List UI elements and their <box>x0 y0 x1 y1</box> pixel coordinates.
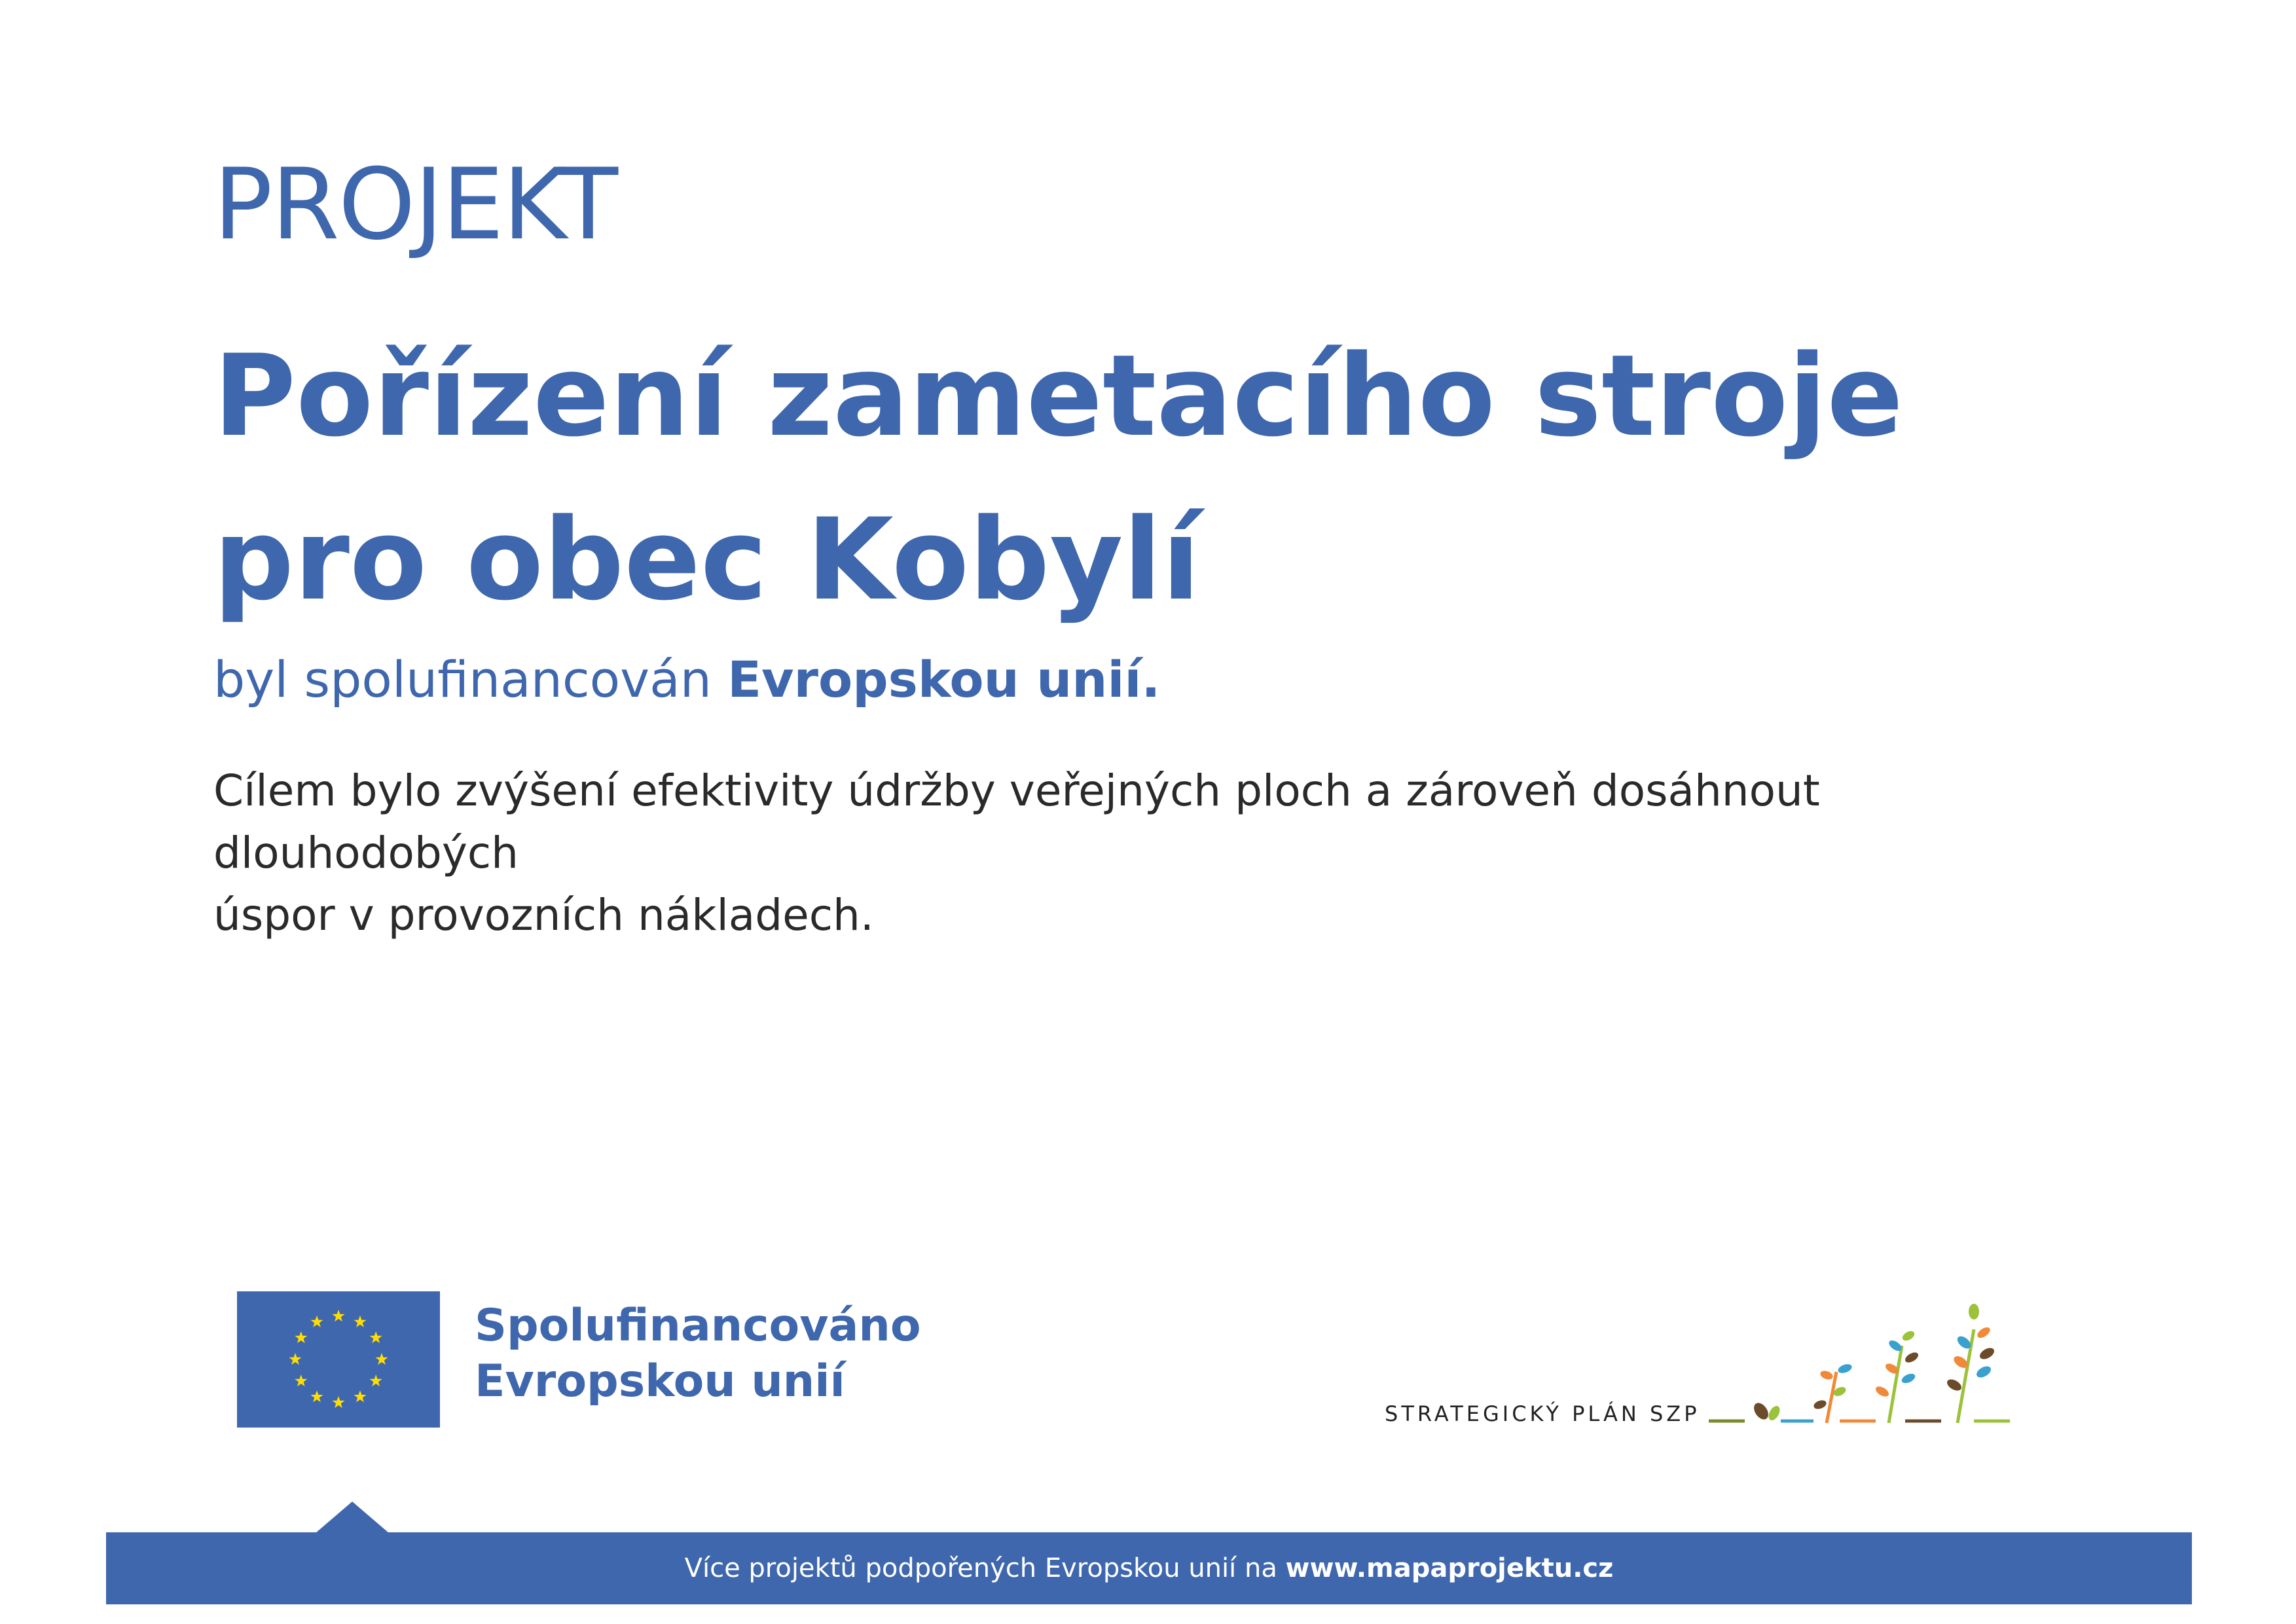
eu-cofunded-label <box>475 1298 921 1409</box>
eu-star <box>376 1353 388 1365</box>
footer-text <box>106 1532 2192 1604</box>
eu-flag-icon <box>237 1291 440 1428</box>
eu-star <box>311 1316 323 1327</box>
cofunded-statement <box>213 650 1160 709</box>
eu-star <box>354 1390 367 1402</box>
project-title-line-1: Pořízení zametacího stroje <box>213 330 1904 462</box>
eu-star <box>311 1390 323 1402</box>
cofunded-prefix: byl spolufinancován <box>213 650 728 709</box>
project-title-line-2: pro obec Kobylí <box>213 494 1201 625</box>
eu-star <box>295 1375 307 1386</box>
szp-label: STRATEGICKÝ PLÁN SZP <box>1385 1401 1700 1426</box>
description-line-1: Cílem bylo zvýšení efektivity údržby veřejných ploch a zároveň dosáhnout dlouhodobých <box>213 766 1820 878</box>
eu-label-line-1: Spolufinancováno <box>475 1300 921 1352</box>
eu-star <box>295 1331 307 1343</box>
eu-star <box>370 1375 382 1386</box>
szp-sprouts-icon <box>1709 1293 2023 1431</box>
eu-star <box>370 1331 382 1343</box>
project-description <box>213 760 2112 946</box>
eu-label-line-2: Evropskou unií <box>475 1356 845 1407</box>
description-line-2: úspor v provozních nákladech. <box>213 890 874 940</box>
eu-star <box>354 1316 367 1327</box>
footer-prefix: Více projektů podpořených Evropskou unií na <box>684 1553 1286 1583</box>
footer-notch <box>316 1502 389 1533</box>
footer-link[interactable]: www.mapaprojektu.cz <box>1285 1553 1614 1583</box>
eu-star <box>289 1353 302 1365</box>
project-title <box>213 314 2112 642</box>
eu-star <box>333 1396 345 1408</box>
cofunded-emphasis: Evropskou unií. <box>727 650 1161 709</box>
project-eyebrow: PROJEKT <box>213 148 617 262</box>
eu-star <box>333 1310 345 1321</box>
